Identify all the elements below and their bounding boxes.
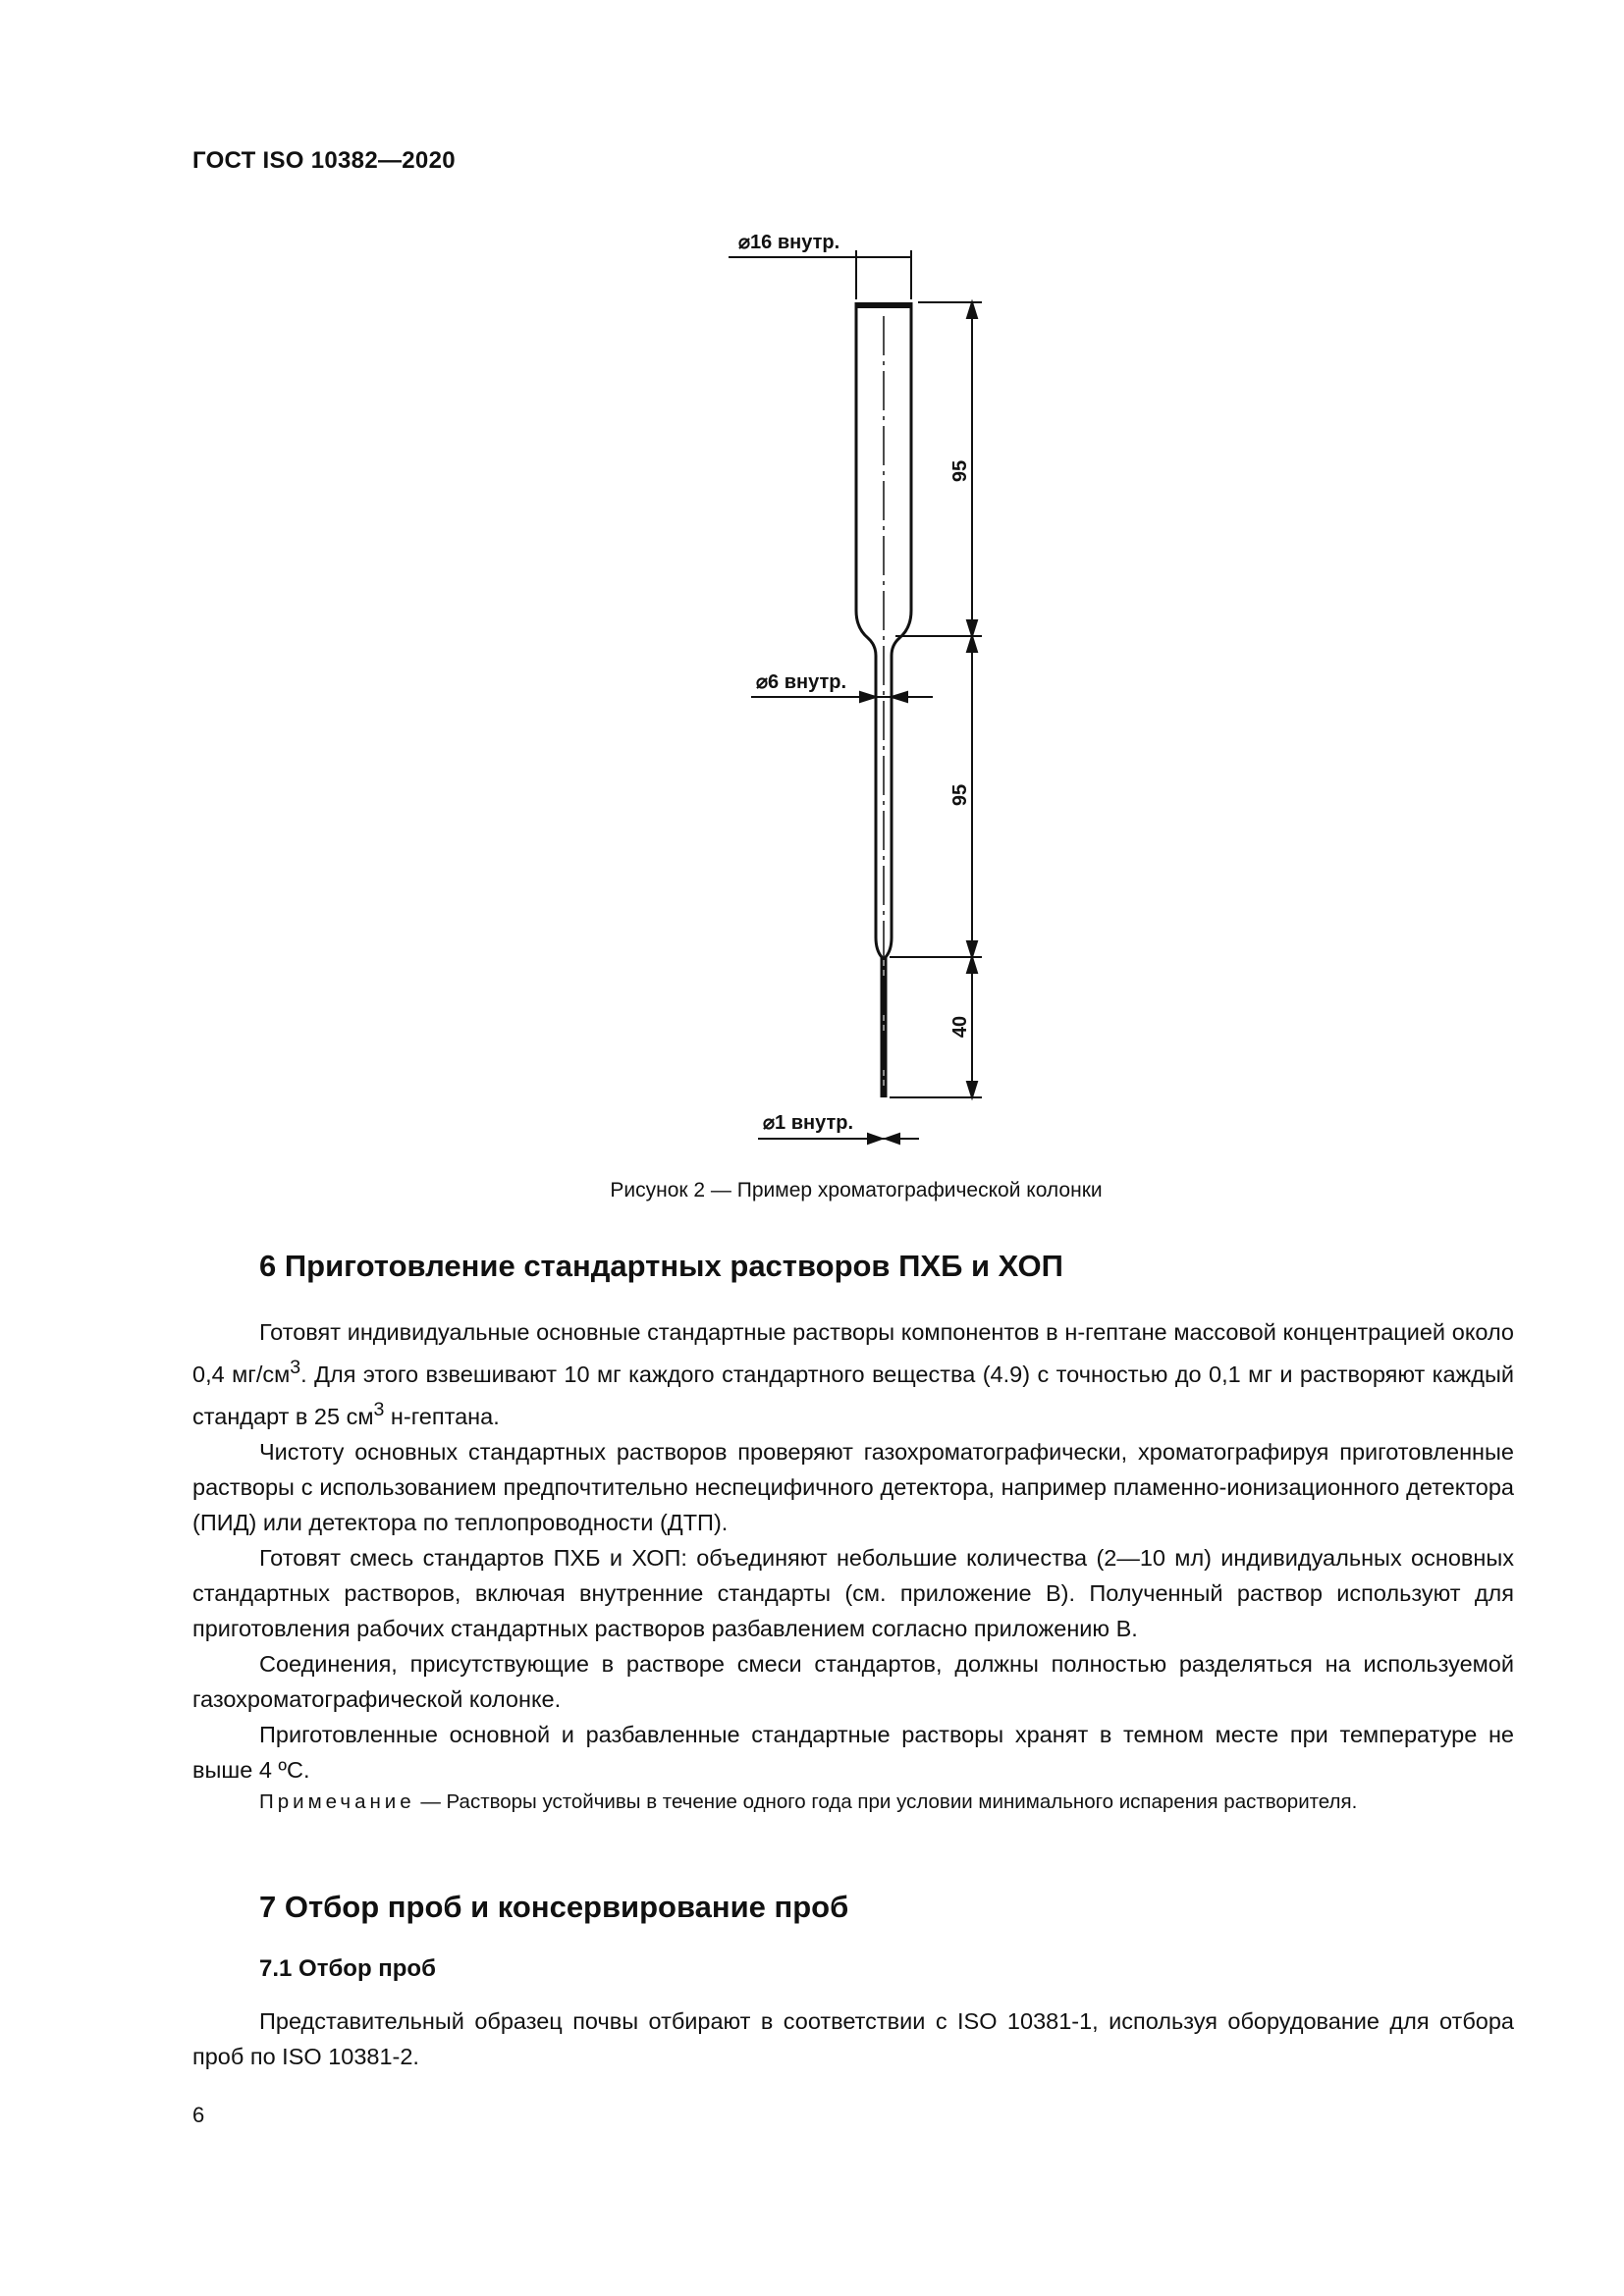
figure-caption: Рисунок 2 — Пример хроматографической колонки xyxy=(610,1179,1103,1201)
middle-length-label: 95 xyxy=(949,783,971,807)
section-7-paragraph-1: Представительный образец почвы отбирают в соответствии с ISO 10381-1, используя оборудование для отбора проб по ISO 10381-2. xyxy=(192,2008,1514,2069)
section-6-paragraph-4: Соединения, присутствующие в растворе смеси стандартов, должны полностью разделяться на используемой газохроматографической колонке. xyxy=(192,1650,1514,1712)
section-6-paragraph-3: Готовят смесь стандартов ПХБ и ХОП: объединяют небольшие количества (2—10 мл) индивидуальных основных стандартных растворов, включая внутренние стандарты (см. приложение В). Полученный раствор используют для приготовления рабочих стандартных растворов разбавлением согласно приложению В. xyxy=(192,1544,1514,1641)
section-6-paragraph-5: Приготовленные основной и разбавленные стандартные растворы хранят в темном месте при температуре не выше 4 ºС. xyxy=(192,1721,1514,1783)
page-number: 6 xyxy=(192,2103,205,2127)
top-diameter-dimension xyxy=(729,250,911,299)
lower-length-label: 40 xyxy=(949,1015,971,1039)
note-text: — Растворы устойчивы в течение одного года при условии минимального испарения растворителя. xyxy=(414,1790,1358,1813)
section-7-1-title: 7.1 Отбор проб xyxy=(259,1955,436,1982)
top-diameter-label: ⌀16 внутр. xyxy=(738,232,840,253)
middle-diameter-dimension xyxy=(751,692,933,702)
section-6-title: 6 Приготовление стандартных растворов ПХБ и ХОП xyxy=(259,1249,1063,1283)
bottom-diameter-dimension xyxy=(758,1134,919,1144)
section-6-paragraph-1: Готовят индивидуальные основные стандартные растворы компонентов в н-гептане массовой концентрацией около 0,4 $мг/см^3$. Для этого взвешивают 10 мг каждого стандартного вещества (4.9) с точностью до 0,1 мг и растворяют каждый стандарт в 25 $см^3$ н-гептана. xyxy=(192,1319,1514,1429)
section-7-body xyxy=(192,2003,1514,2074)
note-label: Примечание xyxy=(259,1790,415,1813)
bottom-diameter-label: ⌀1 внутр. xyxy=(763,1112,854,1134)
page-header: ГОСТ ISO 10382—2020 xyxy=(192,147,456,174)
middle-diameter-label: ⌀6 внутр. xyxy=(756,671,847,693)
section-6-paragraph-2: Чистоту основных стандартных растворов проверяют газохроматографически, хроматографируя приготовленные растворы с использованием предпочтительно неспецифичного детектора, например пламенно-ионизационного детектора (ПИД) или детектора по теплопроводности (ДТП). xyxy=(192,1438,1514,1535)
section-6-note xyxy=(192,1787,1514,1817)
upper-length-label: 95 xyxy=(949,459,971,483)
section-6-body xyxy=(192,1314,1514,1788)
section-7-title: 7 Отбор проб и консервирование проб xyxy=(259,1890,849,1924)
